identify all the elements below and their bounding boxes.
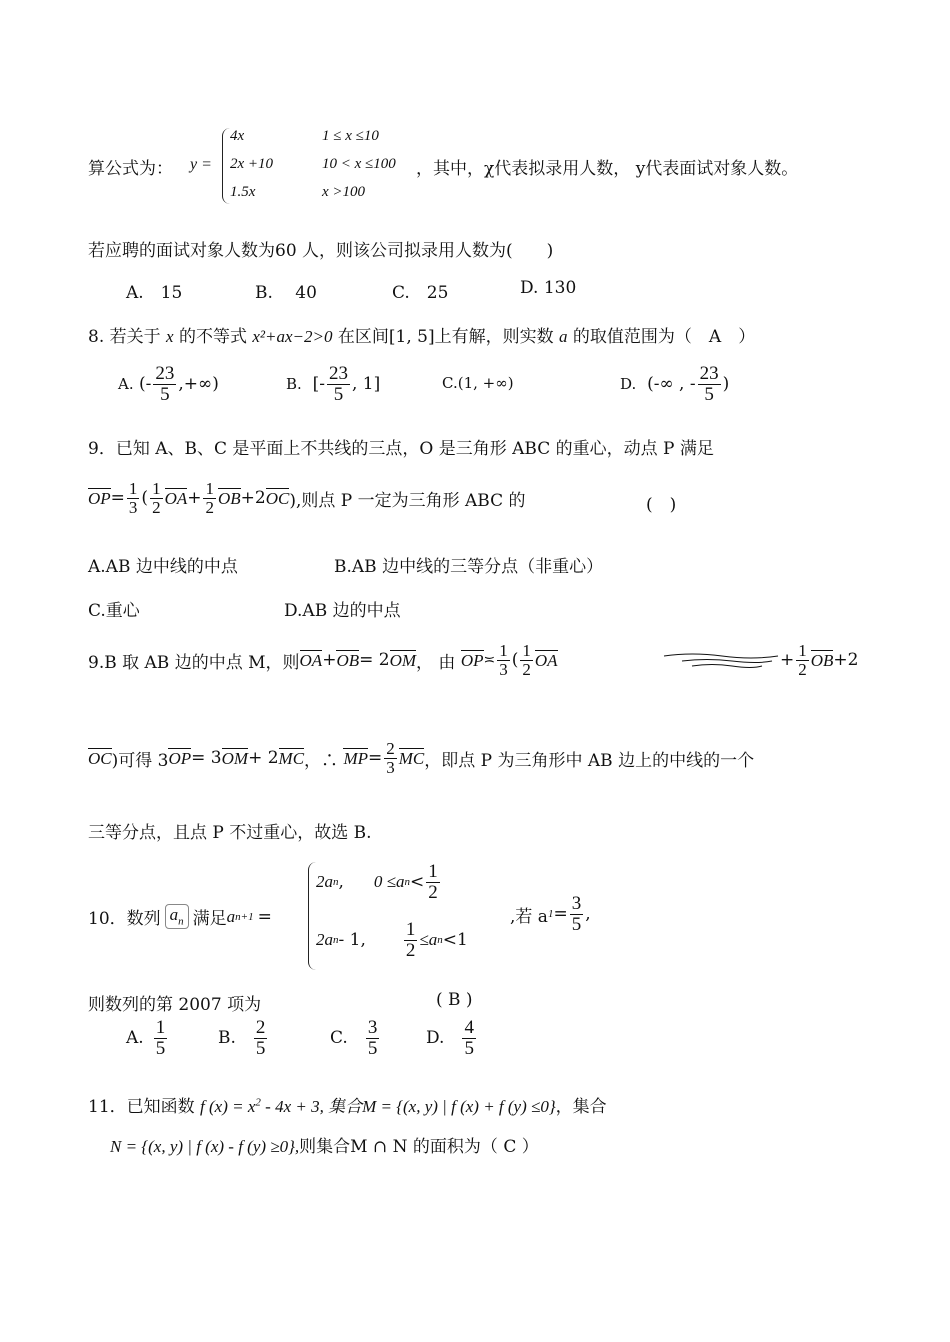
q11-line1: 11．已知函数 f $(x) = x^2 - 4x + 3$, 集合M = {(x, y) | f (x) + f (y) ≤0}，集合 bbox=[88, 1096, 607, 1117]
q7-option-b: B. 40 bbox=[255, 283, 317, 303]
sol9-line1: 9.B 取 AB 边的中点 M，则 OA + OB = 2 OM ， 由 OP ≍ $\frac{1}{3}$ ( $\frac{1}{2}$ OA bbox=[88, 641, 558, 679]
q9-line1: 9．已知 A、B、C 是平面上不共线的三点，O 是三角形 ABC 的重心，动点 P 满足 bbox=[88, 439, 714, 459]
q10-option-a: A. $\frac{1}{5}$ bbox=[126, 1017, 166, 1059]
sol9-line2: OC )可得 3 OP = 3 OM + 2 MC ，∴ MP = $\frac{2}{3}$ MC ，即点 P 为三角形中 AB 边上的中线的一个 bbox=[88, 739, 755, 777]
sol9-line3: 三等分点，且点 P 不过重心，故选 B. bbox=[88, 823, 372, 843]
q10-answer: ( B ) bbox=[436, 990, 473, 1010]
piecewise-row-3-cond: x >100 bbox=[322, 184, 366, 200]
q8-option-b: B. [- $\frac{23}{5}$ , 1] bbox=[286, 363, 381, 405]
q7-option-a: A. 15 bbox=[126, 283, 183, 303]
q9-option-d: D.AB 边的中点 bbox=[284, 601, 401, 621]
q10-case-1: 2a n , 0 ≤a n < $\frac{1}{2}$ bbox=[316, 861, 438, 903]
piecewise-row-1-expr: 4x bbox=[230, 128, 245, 144]
q9-formula: OP = $\frac{1}{3}$ ( $\frac{1}{2}$ OA + $\frac{1}{2}$ OB +2 OC ),则点 P 一定为三角形 ABC 的 bbox=[88, 479, 526, 517]
q10-option-b: B. $\frac{2}{5}$ bbox=[218, 1017, 266, 1059]
piecewise-row-1-cond: 1 ≤ x ≤10 bbox=[322, 128, 379, 144]
q9-answer-blank: ( ) bbox=[646, 495, 677, 515]
q10-line2: 则数列的第 2007 项为 bbox=[88, 995, 262, 1015]
q7-text: 若应聘的面试对象人数为60 人，则该公司拟录用人数为( ) bbox=[88, 241, 554, 261]
piecewise-row-2-cond: 10 < x ≤100 bbox=[322, 156, 396, 172]
q9-option-c: C.重心 bbox=[88, 601, 140, 621]
q10-option-c: C. $\frac{3}{5}$ bbox=[330, 1017, 378, 1059]
q10-options bbox=[126, 1018, 478, 1059]
q8-option-c: C.(1, +∞) bbox=[442, 374, 514, 392]
q10-stem: 10．数列 $a_n$ 满足 a n+1 = bbox=[88, 905, 272, 929]
sol9-line1-tail: + $\frac{1}{2}$ OB +2 bbox=[780, 641, 859, 679]
sol9-squiggle bbox=[662, 650, 780, 672]
q9-option-b: B.AB 边中线的三等分点（非重心） bbox=[334, 557, 604, 577]
q8-stem: 8. 若关于 x 的不等式 x²+ax−2>0 在区间[1, 5]上有解，则实数 a 的取值范围为（ A ） bbox=[88, 327, 756, 347]
q9-option-a: A.AB 边中线的中点 bbox=[88, 557, 238, 577]
piecewise-row-2-expr: 2x +10 bbox=[230, 156, 274, 172]
q10-initial: ,若 a 1 = $\frac{3}{5}$ , bbox=[510, 893, 591, 935]
q10-case-2: 2a n - 1, $\frac{1}{2}$ ≤a n <1 bbox=[316, 919, 468, 961]
q8-option-a: A. (- $\frac{23}{5}$ ,+∞) bbox=[118, 363, 219, 405]
q7-option-d: D. 130 bbox=[520, 278, 577, 298]
piecewise-y-eq: y = bbox=[190, 156, 212, 173]
q8-option-d: D. (-∞ , - $\frac{23}{5}$ ) bbox=[620, 363, 730, 405]
piecewise-suffix: ，其中，χ代表拟录用人数， y代表面试对象人数。 bbox=[416, 159, 799, 179]
piecewise-row-3-expr: 1.5x bbox=[230, 184, 256, 200]
piecewise-prefix: 算公式为： bbox=[88, 159, 173, 179]
q10-option-d: D. $\frac{4}{5}$ bbox=[426, 1017, 474, 1059]
q7-option-c: C. 25 bbox=[392, 283, 449, 303]
q11-line2: N = {(x, y) | f (x) - f (y) ≥0},则集合M ∩ N 的面积为（ C ） bbox=[110, 1137, 539, 1157]
